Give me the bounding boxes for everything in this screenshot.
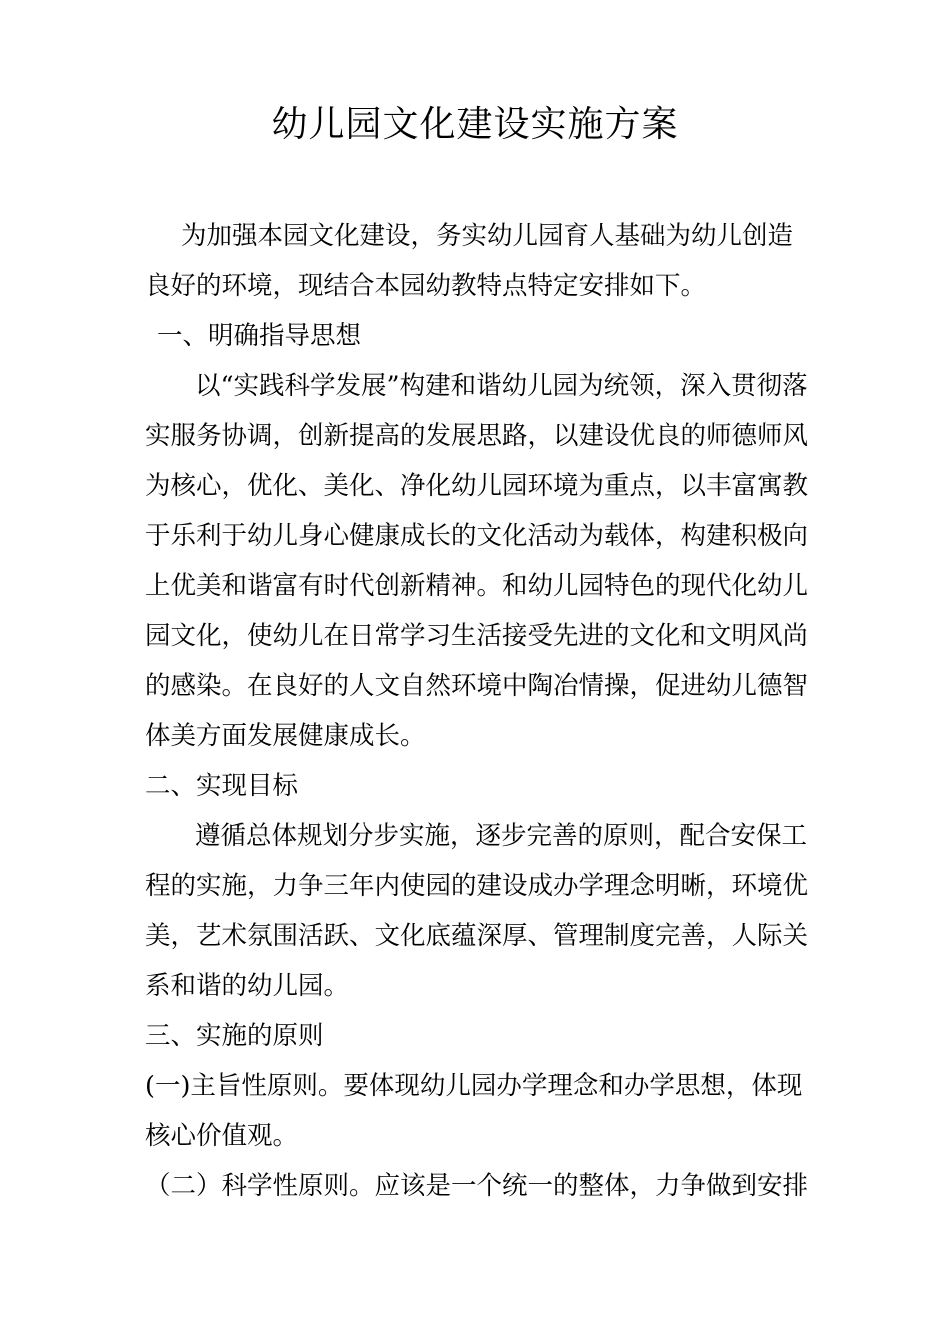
paragraph-line: 良好的环境，现结合本园幼教特点特定安排如下。 (145, 271, 707, 301)
paragraph-line: (一)主旨性原则。要体现幼儿园办学理念和办学思想，体现 (145, 1071, 803, 1101)
paragraph-line: 于乐利于幼儿身心健康成长的文化活动为载体，构建积极向 (145, 521, 809, 551)
section-heading: 三、实施的原则 (145, 1021, 324, 1051)
section-heading: 二、实现目标 (145, 771, 299, 801)
section-heading: 一、明确指导思想 (157, 321, 362, 351)
paragraph-line: 园文化，使幼儿在日常学习生活接受先进的文化和文明风尚 (145, 621, 809, 651)
document-title: 幼儿园文化建设实施方案 (271, 104, 679, 145)
paragraph-line: 为核心，优化、美化、净化幼儿园环境为重点，以丰富寓教 (145, 471, 809, 501)
document-body (145, 211, 810, 1211)
paragraph-line: 的感染。在良好的人文自然环境中陶冶情操，促进幼儿德智 (145, 671, 809, 701)
paragraph-line: 美，艺术氛围活跃、文化底蕴深厚、管理制度完善，人际关 (145, 921, 809, 951)
paragraph-line: 以“实践科学发展”构建和谐幼儿园为统领，深入贯彻落 (195, 371, 808, 401)
paragraph-line: 遵循总体规划分步实施，逐步完善的原则，配合安保工 (195, 821, 808, 851)
paragraph-line: 核心价值观。 (145, 1121, 299, 1151)
paragraph-line: 上优美和谐富有时代创新精神。和幼儿园特色的现代化幼儿 (145, 571, 809, 601)
paragraph-line: 系和谐的幼儿园。 (145, 971, 350, 1001)
paragraph-line: 为加强本园文化建设，务实幼儿园育人基础为幼儿创造 (181, 221, 794, 251)
paragraph-line: 实服务协调，创新提高的发展思路，以建设优良的师德师风 (145, 421, 809, 451)
paragraph-line: （二）科学性原则。应该是一个统一的整体，力争做到安排 (145, 1171, 809, 1201)
paragraph-line: 体美方面发展健康成长。 (145, 721, 426, 751)
paragraph-line: 程的实施，力争三年内使园的建设成办学理念明晰，环境优 (145, 871, 809, 901)
